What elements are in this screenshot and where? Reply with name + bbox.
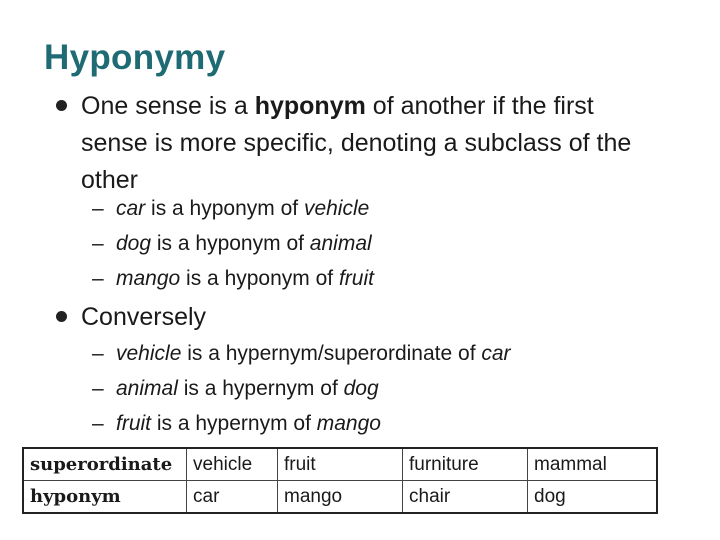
dash-icon: –	[92, 267, 104, 290]
dash-icon: –	[92, 197, 104, 220]
table-cell: furniture	[403, 448, 528, 481]
bullet-text-pre: One sense is a	[81, 92, 255, 120]
table-cell: dog	[528, 481, 658, 514]
example-term: dog	[343, 377, 379, 400]
bullet-conversely	[56, 299, 656, 336]
example-term: vehicle	[116, 342, 182, 365]
example-item	[92, 336, 652, 371]
table-row-header: hyponym	[23, 481, 187, 514]
dash-icon: –	[92, 377, 104, 400]
example-item	[92, 371, 652, 406]
example-relation: is a hypernym of	[177, 377, 344, 400]
table-cell: vehicle	[187, 448, 278, 481]
example-item	[92, 261, 652, 296]
table-cell: chair	[403, 481, 528, 514]
example-term: animal	[116, 377, 178, 400]
dash-icon: –	[92, 342, 104, 365]
dash-icon: –	[92, 232, 104, 255]
table-row	[23, 481, 657, 514]
bullet-dot-icon	[56, 100, 67, 111]
example-item	[92, 406, 652, 441]
example-relation: is a hyponym of	[180, 267, 339, 290]
table-cell: fruit	[278, 448, 403, 481]
example-term: vehicle	[303, 197, 370, 220]
example-term: mango	[116, 267, 181, 290]
example-term: fruit	[116, 412, 152, 435]
bullet-definition	[56, 88, 656, 199]
bullet-text-bold: hyponym	[254, 92, 366, 120]
example-relation: is a hypernym of	[151, 412, 317, 435]
example-term: car	[116, 197, 146, 220]
example-item	[92, 191, 652, 226]
hypernym-table	[22, 447, 658, 514]
example-relation: is a hyponym of	[151, 232, 310, 255]
example-term: animal	[309, 232, 372, 255]
example-term: dog	[116, 232, 152, 255]
bullet-text	[81, 88, 656, 199]
table-cell: car	[187, 481, 278, 514]
bullet-text: Conversely	[81, 303, 207, 331]
dash-icon: –	[92, 412, 104, 435]
example-term: car	[481, 342, 511, 365]
example-relation: is a hypernym/superordinate of	[181, 342, 482, 365]
slide-title: Hyponymy	[44, 38, 226, 77]
example-relation: is a hyponym of	[145, 197, 304, 220]
bullet-text-post: of another if the first sense is more specific, denoting a subclass of the other	[81, 92, 632, 194]
example-term: mango	[316, 412, 381, 435]
table-cell: mango	[278, 481, 403, 514]
bullet-dot-icon	[56, 311, 67, 322]
table-row-header: superordinate	[23, 448, 187, 481]
example-item	[92, 226, 652, 261]
example-term: fruit	[338, 267, 374, 290]
table-cell: mammal	[528, 448, 658, 481]
table-row	[23, 448, 657, 481]
